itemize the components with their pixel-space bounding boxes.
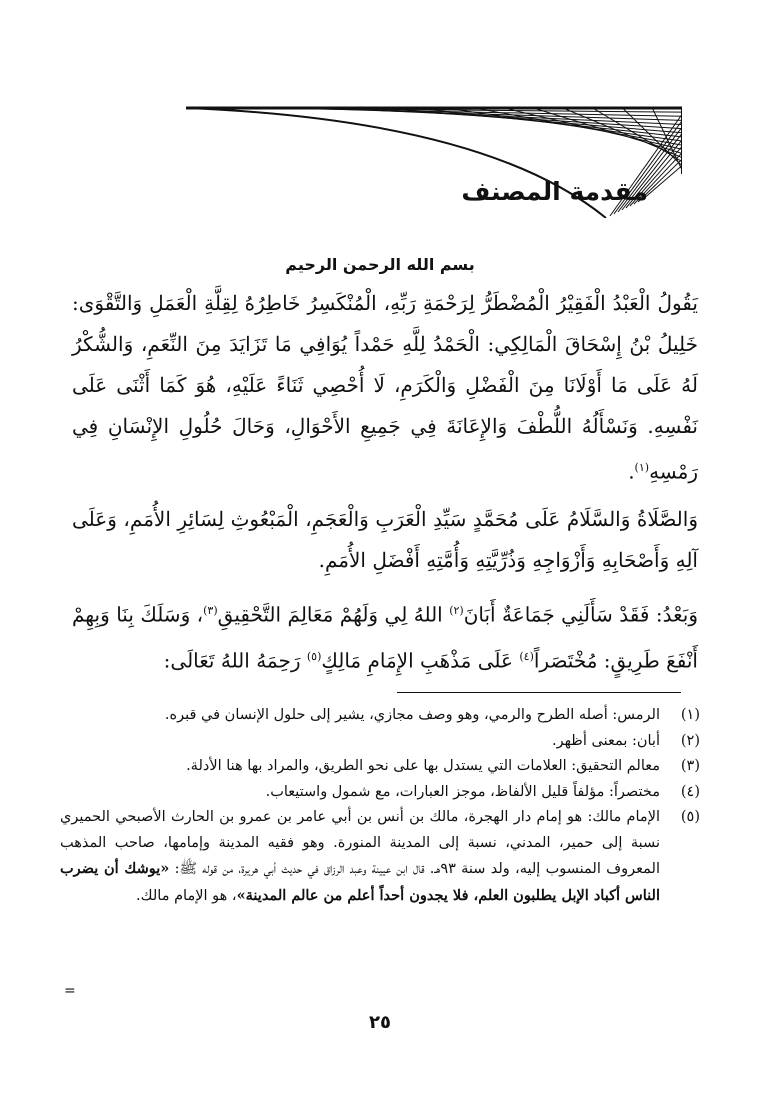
footnote-ref-3: (٣)	[203, 604, 218, 617]
footnote-5-hadith-quote: «يوشك أن يضرب الناس أكباد الإبل يطلبون العلم، فلا يجدون أحداً أعلم من عالم المدينة»	[60, 860, 660, 904]
paragraph-1-text: يَقُولُ الْعَبْدُ الْفَقِيْرُ الْمُضْطَرُّ لِرَحْمَةِ رَبِّهِ، الْمُنْكَسِرُ خَاطِرُهُ لِقِلَّةِ الْعَمَلِ وَالتَّقْوَى: خَلِيلُ بْنُ إِسْحَاقَ الْمَالِكِي: الْحَمْدُ لِلَّهِ حَمْداً يُوَافِي مَا تَزَايَدَ مِنَ النِّعَمِ، وَالشُّكْرُ لَهُ عَلَى مَا أَوْلَانَا مِنَ الْفَضْلِ وَالْكَرَمِ، لَا أُحْصِي ثَنَاءً عَلَيْهِ، هُوَ كَمَا أَثْنَى عَلَى نَفْسِهِ. وَنَسْأَلُهُ اللُّطْفَ وَالإِعَانَةَ فِي جَمِيعِ الأَحْوَالِ، وَحَالَ حُلُولِ الإِنْسَانِ فِي رَمْسِهِ	[72, 291, 698, 484]
footnote-3-text: معالم التحقيق: العلامات التي يستدل بها على نحو الطريق، والمراد بها هنا الأدلة.	[186, 758, 660, 774]
footnote-1-number: (١)	[680, 707, 700, 723]
body-paragraph-2: وَالصَّلَاةُ وَالسَّلَامُ عَلَى مُحَمَّدٍ سَيِّدِ الْعَرَبِ وَالْعَجَمِ، الْمَبْعُوثِ لِسَائِرِ الأُمَمِ، وَعَلَى آلِهِ وَأَصْحَابِهِ وَأَزْوَاجِهِ وَذُرِّيَّتِهِ وَأُمَّتِهِ أَفْضَلِ الأُمَمِ.	[72, 507, 698, 572]
footnote-4-text: مختصراً: مؤلفاً قليل الألفاظ، موجز العبارات، مع شمول واستيعاب.	[265, 783, 660, 800]
body-paragraph-3	[72, 590, 698, 681]
footnote-2-number: (٢)	[680, 732, 700, 749]
paragraph-3-part-b: اللهُ لِي وَلَهُمْ مَعَالِمَ التَّحْقِيقِ	[217, 602, 450, 627]
paragraph-3-part-a: وَبَعْدُ: فَقَدْ سَأَلَنِي جَمَاعَةٌ أَبَانَ	[463, 602, 698, 627]
continued-mark: =	[64, 983, 76, 999]
footnote-ref-4: (٤)	[519, 649, 534, 663]
footnotes	[60, 703, 700, 909]
footnote-1-text: الرمس: أصله الطرح والرمي، وهو وصف مجازي، يشير إلى حلول الإنسان في قبره.	[164, 707, 660, 723]
footnote-5	[60, 805, 700, 909]
footnote-2	[60, 729, 700, 755]
footnote-4-number: (٤)	[680, 783, 700, 800]
paragraph-3-part-d: عَلَى مَذْهَبِ الإِمَامِ مَالِكٍ	[321, 648, 520, 673]
footnote-3-number: (٣)	[680, 758, 700, 774]
footnote-ref-5: (٥)	[306, 649, 322, 663]
footnote-2-text: أبان: بمعنى أظهر.	[552, 732, 660, 749]
basmala-heading: بسم الله الرحمن الرحيم	[285, 255, 475, 274]
footnote-ref-1: (١)	[634, 461, 650, 474]
paragraph-3-part-c: ، وَسَلَكَ بِنَا وَبِهِمْ أَنْفَعَ طَرِيقٍ: مُخْتَصَراً	[72, 602, 698, 673]
footnote-5-text-a: الإمام مالك: هو إمام دار الهجرة، مالك بن أنس بن أبي عامر بن عمرو بن الحارث الأصبحي الحميري نسبة إلى حمير، المدني، نسبة إلى المدينة المنورة. وهو فقيه المدينة وإمامها، صاحب المذهب المعروف المنسوب إليه، ولد سنة ٩٣هـ. قال ابن عيينة وعبد الرزاق في حديث أبي هريرة، من قوله ﷺ:	[60, 809, 660, 877]
footnote-5-text-b: ، هو الإمام مالك.	[136, 887, 237, 904]
chapter-title: مقدمة المصنف	[461, 177, 648, 206]
footnote-separator	[397, 692, 681, 693]
footnote-ref-2: (٢)	[449, 604, 464, 617]
footnote-5-number: (٥)	[680, 809, 700, 825]
footnote-3	[60, 754, 700, 780]
page-number: ٢٥	[369, 1012, 391, 1033]
paragraph-1-end: .	[628, 459, 635, 484]
body-paragraph-1	[72, 283, 698, 493]
footnote-1	[60, 703, 700, 729]
footnote-4	[60, 780, 700, 806]
paragraph-3-part-e: رَحِمَهُ اللهُ تَعَالَى:	[163, 648, 307, 673]
